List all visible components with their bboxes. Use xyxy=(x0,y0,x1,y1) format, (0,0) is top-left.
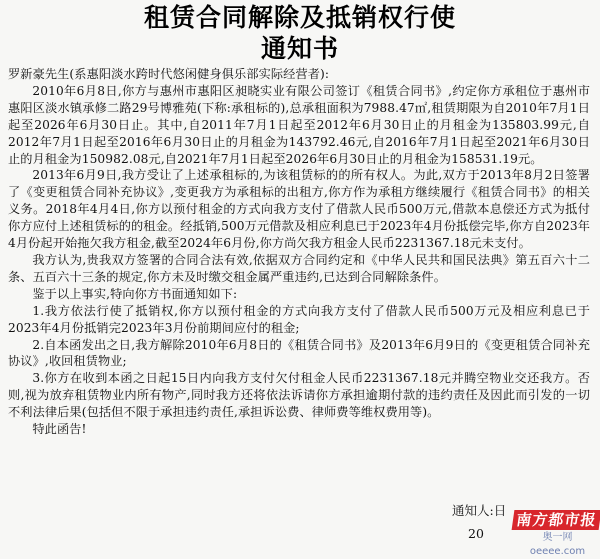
watermark-brand: 南方都市报 xyxy=(512,510,600,530)
salutation: 罗新豪先生(系惠阳淡水跨时代悠闲健身俱乐部实际经营者): xyxy=(8,67,330,81)
notice-date-partial: 20 xyxy=(468,526,484,541)
paragraph-opinion: 我方认为,贵我双方签署的合同合法有效,依据双方合同约定和《中华人民共和国民法典》第五百六十二条、五百六十三条的规定,你方未及时缴交租金属严重违约,已达到合同解除条件。 xyxy=(8,252,590,284)
newspaper-watermark-logo xyxy=(499,506,600,557)
notice-title: 租赁合同解除及抵销权行使 xyxy=(143,3,456,32)
notice-item-3: 3.你方在收到本函之日起15日内向我方支付欠付租金人民币2231367.18元并腾空物业交还我方。否则,视为放弃租赁物业内所有物产,同时我方还将依法诉请你方承担逾期付款的违约责任及因此而引发的一切不利法律后果(包括但不限于承担违约责任,承担诉讼费、律师费等维权费用等)。 xyxy=(8,371,590,420)
notifier-name-partial: 日 xyxy=(493,503,507,518)
watermark-site: 奥一网oeeee.com xyxy=(529,532,586,557)
paragraph-contract: 2010年6月8日,你方与惠州市惠阳区昶晓实业有限公司签订《租赁合同书》,约定你方承租位于惠州市惠阳区淡水镇承修二路29号博雅苑(下称:承租标的),总承租面积为7988.47㎡,租赁期限为自2010年7月1日起至2026年6月30日止。其中,自2011年7月1日起至2012年6月30日止的月租金为135803.99元,自2012年7月1日起至2016年6月30日止的月租金为143792.46元,自2016年7月1日起至2021年6月30日止的月租金为150982.08元,自2021年7月1日起至2026年6月30日止的月租金为158531.19元。 xyxy=(8,83,590,166)
notice-body xyxy=(8,66,590,438)
paragraph-notice-intro: 鉴于以上事实,特向你方书面通知如下: xyxy=(32,286,238,301)
notice-subtitle: 通知书 xyxy=(260,34,339,63)
notice-item-1: 1.我方依法行使了抵销权,你方以预付租金的方式向我方支付了借款人民币500万元及相应利息已于2023年4月份抵销完2023年3月份前期间应付的租金; xyxy=(8,303,590,335)
closing-line: 特此函告! xyxy=(32,422,87,437)
notifier-label: 通知人: xyxy=(452,503,494,518)
notice-item-2: 2.自本函发出之日,我方解除2010年6月8日的《租赁合同书》及2013年6月9日的《变更租赁合同补充协议》,收回租赁物业; xyxy=(8,337,590,369)
paragraph-transfer: 2013年6月9日,我方受让了上述承租标的,为该租赁标的的所有权人。为此,双方于2013年8月2日签署了《变更租赁合同补充协议》,变更我方为承租标的出租方,你方作为承租方继续履行《租赁合同书》的相关义务。2018年4月4日,你方以预付租金的方式向我方支付了借款人民币500万元,借款本息偿还方式为抵付你方应付上述租赁标的的租金。经抵销,500万元借款及相应利息已于2023年4月份抵偿完毕,你方自2023年4月份起开始拖欠我方租金,截至2024年6月份,你方尚欠我方租金人民币2231367.18元未支付。 xyxy=(8,168,590,251)
